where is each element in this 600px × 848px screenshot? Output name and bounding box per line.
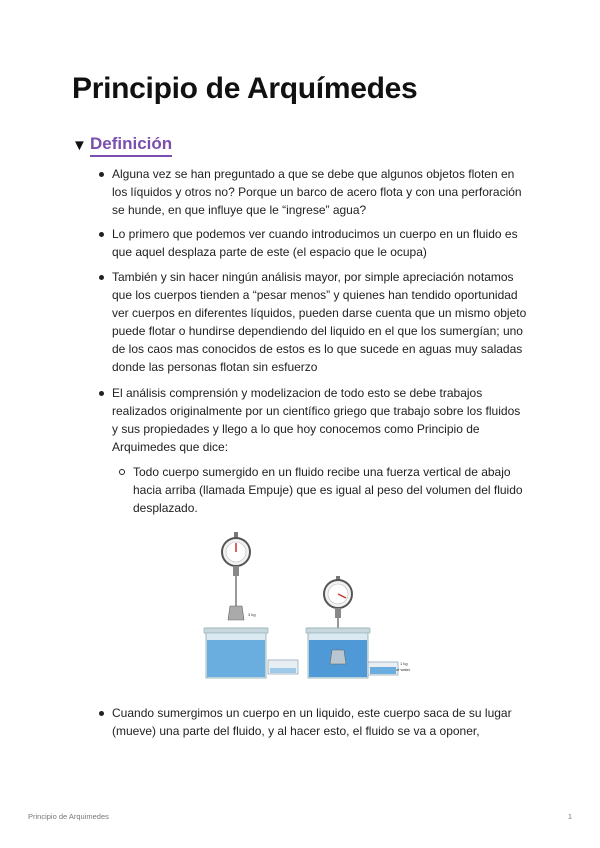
bullet-list — [97, 165, 527, 219]
page-footer — [28, 812, 572, 821]
list-item: Lo primero que podemos ver cuando introducimos un cuerpo en un fluido es que aquel desplaza parte de este (el espacio que le ocupa) — [97, 225, 527, 261]
bullet-list — [97, 225, 527, 261]
toggle-triangle-icon[interactable]: ▼ — [72, 137, 87, 154]
list-item: También y sin hacer ningún análisis mayor, por simple apreciación notamos que los cuerpos tienden a “pesar menos” y quienes han tendido oportunidad ver cuerpos en diferentes líquidos, pueden darse cuenta que un mismo objeto puede flotar o hundirse dependiendo del liquido en el que los sumergían; uno de los caos mas conocidos de estos es lo que sucede en aguas muy saladas donde las personas flotan sin esfuerzo — [97, 268, 527, 376]
list-item: El análisis comprensión y modelizacion de todo esto se debe trabajos realizados originalmente por un científico griego que trabajo sobre los fluidos y sus propiedades y llego a lo que hoy conocemos como Principio de Arquimedes que dice: — [97, 384, 527, 456]
archimedes-figure — [200, 532, 420, 682]
footer-title: Principio de Arquimedes — [28, 812, 109, 821]
section-header — [72, 134, 172, 157]
bullet-list — [97, 384, 527, 456]
section-title[interactable]: Definición — [90, 134, 172, 157]
page-title: Principio de Arquímedes — [72, 72, 418, 105]
bullet-list — [97, 268, 527, 376]
bullet-list — [97, 704, 527, 740]
list-item: Cuando sumergimos un cuerpo en un liquido, este cuerpo saca de su lugar (mueve) una parte del fluido, y al hacer esto, el fluido se va a oponer, — [97, 704, 527, 740]
sub-bullet-list — [97, 463, 527, 517]
list-item: Alguna vez se han preguntado a que se debe que algunos objetos floten en los líquidos y otros no? Porque un barco de acero flota y con una perforación se hunde, en que influye que le “ingrese” agua? — [97, 165, 527, 219]
sub-list-item: Todo cuerpo sumergido en un fluido recibe una fuerza vertical de abajo hacia arriba (llamada Empuje) que es igual al peso del volumen del fluido desplazado. — [97, 463, 527, 517]
water-label-right: of water — [396, 667, 411, 672]
weight-label-right: 1 kg — [400, 661, 408, 666]
page-number: 1 — [567, 812, 572, 821]
weight-label-left: 3 kg — [248, 612, 256, 617]
